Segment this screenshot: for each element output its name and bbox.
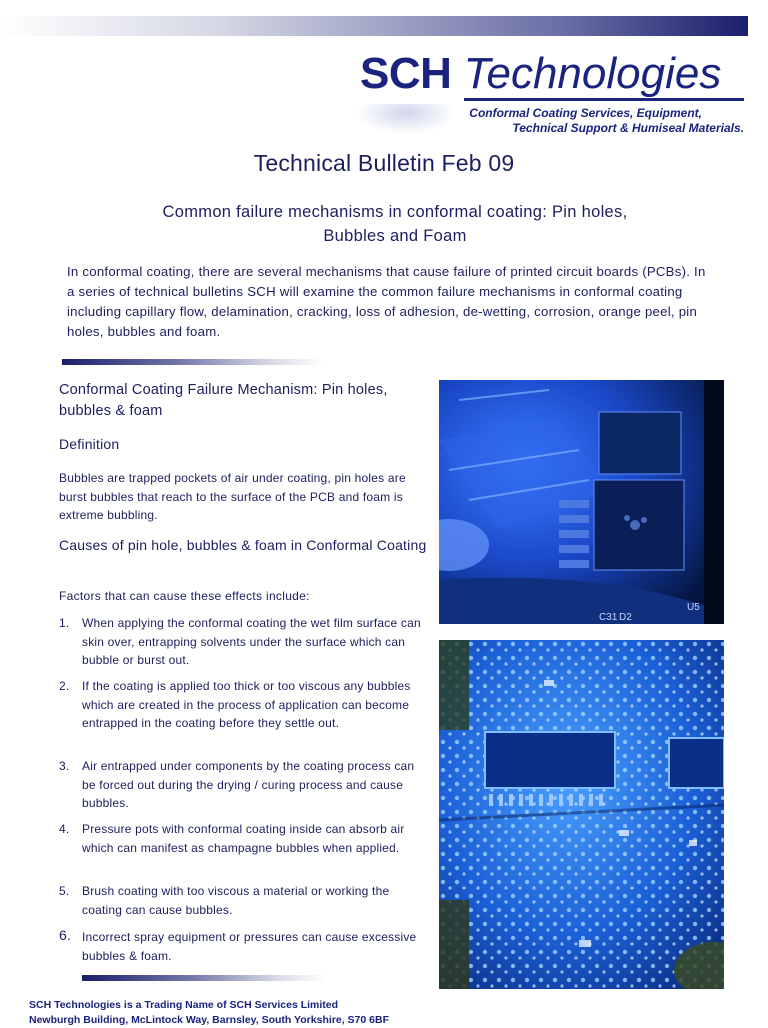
cause-text: When applying the conformal coating the wet film surface can skin over, entrapping solvents under the surface which can bubble or burst out. bbox=[82, 616, 421, 667]
logo-glow bbox=[356, 104, 456, 134]
bulletin-subtitle bbox=[110, 200, 680, 248]
cause-item bbox=[59, 757, 429, 813]
cause-text: If the coating is applied too thick or too viscous any bubbles which are created in the process of application can become entrapped in the coating before they settle out. bbox=[82, 679, 411, 730]
cause-text: Brush coating with too viscous a material or working the coating can cause bubbles. bbox=[82, 884, 390, 917]
cause-number: 5. bbox=[59, 884, 70, 898]
logo-wordmark bbox=[360, 48, 721, 100]
subtitle-line-1: Common failure mechanisms in conformal coating: Pin holes, bbox=[162, 203, 628, 221]
cause-item bbox=[59, 614, 429, 670]
definition-text: Bubbles are trapped pockets of air under coating, pin holes are burst bubbles that reach to the surface of the PCB and foam is extreme bubbling. bbox=[59, 471, 406, 522]
cause-item bbox=[59, 820, 429, 857]
footer-address-line: Newburgh Building, McLintock Way, Barnsley, South Yorkshire, S70 6BF bbox=[29, 1014, 389, 1026]
label-d2: D2 bbox=[619, 612, 632, 623]
causes-heading: Causes of pin hole, bubbles & foam in Conformal Coating bbox=[59, 537, 427, 553]
cause-item bbox=[59, 928, 429, 965]
pcb-photo-components bbox=[439, 380, 724, 624]
factors-intro: Factors that can cause these effects include: bbox=[59, 589, 310, 603]
logo-technologies: Technologies bbox=[463, 49, 722, 98]
footer-company-line: SCH Technologies is a Trading Name of SCH Services Limited bbox=[29, 999, 339, 1011]
subtitle-line-2: Bubbles and Foam bbox=[323, 227, 467, 245]
definition-heading: Definition bbox=[59, 436, 120, 452]
logo-rule bbox=[464, 98, 744, 101]
logo-tagline-2: Technical Support & Humiseal Materials. bbox=[512, 121, 744, 135]
header-gradient-bar bbox=[0, 16, 748, 36]
cause-item bbox=[59, 882, 429, 919]
cause-text: Pressure pots with conformal coating inside can absorb air which can manifest as champagne bubbles when applied. bbox=[82, 822, 405, 855]
cause-text: Incorrect spray equipment or pressures can cause excessive bubbles & foam. bbox=[82, 930, 417, 963]
logo-sch: SCH bbox=[360, 49, 452, 98]
section-title: Conformal Coating Failure Mechanism: Pin holes, bubbles & foam bbox=[59, 382, 388, 419]
bulletin-title: Technical Bulletin Feb 09 bbox=[253, 150, 515, 176]
cause-text: Air entrapped under components by the coating process can be forced out during the drying / curing process and cause bubbles. bbox=[82, 759, 415, 810]
section-divider bbox=[62, 359, 324, 365]
cause-number: 4. bbox=[59, 822, 70, 836]
cause-number: 1. bbox=[59, 616, 70, 630]
intro-paragraph: In conformal coating, there are several mechanisms that cause failure of printed circuit boards (PCBs). In a series of technical bulletins SCH will examine the common failure mechanisms in conformal coating including capillary flow, delamination, cracking, loss of adhesion, de-wetting, corrosion, orange peel, pin holes, bubbles and foam. bbox=[67, 264, 706, 339]
pcb-photo-bubbles bbox=[439, 640, 724, 989]
label-c31: C31 bbox=[599, 612, 618, 623]
logo-tagline-1: Conformal Coating Services, Equipment, bbox=[469, 106, 702, 120]
cause-number: 2. bbox=[59, 679, 70, 693]
cause-item bbox=[59, 677, 429, 733]
cause-number: 3. bbox=[59, 759, 70, 773]
label-u5: U5 bbox=[687, 602, 700, 613]
company-logo bbox=[356, 48, 748, 144]
cause-number: 6. bbox=[59, 927, 72, 943]
footer-divider bbox=[82, 975, 326, 981]
